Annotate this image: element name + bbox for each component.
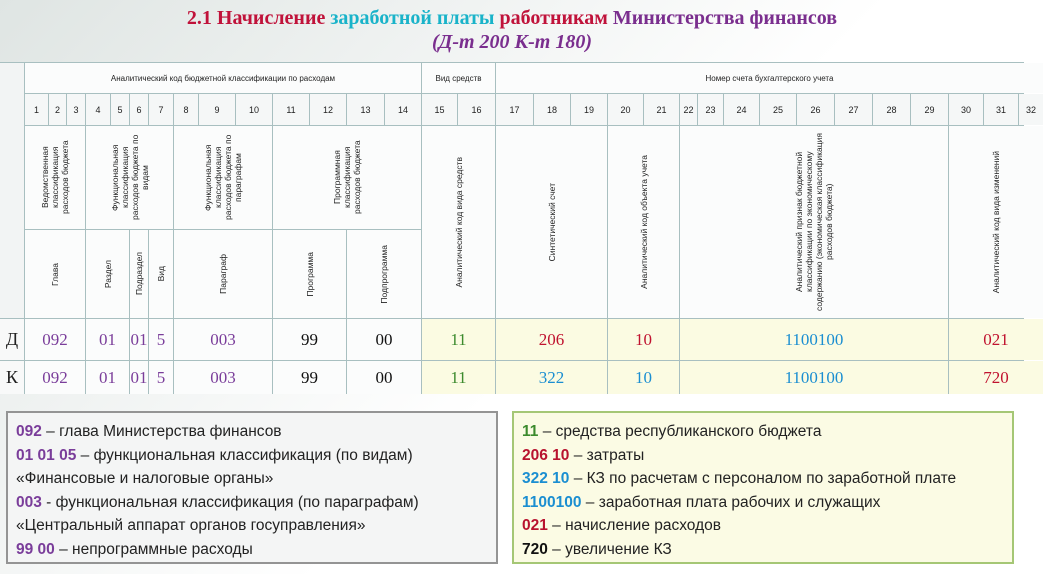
legend-item bbox=[522, 420, 1004, 444]
column-number: 13 bbox=[347, 94, 384, 125]
column-number: 15 bbox=[422, 94, 457, 125]
title-highlight: заработной платы bbox=[330, 7, 495, 29]
column-number: 18 bbox=[534, 94, 570, 125]
credit-fund: 11 bbox=[422, 361, 495, 394]
column-number: 14 bbox=[385, 94, 421, 125]
legend-text: – затраты bbox=[569, 446, 645, 464]
category-fund-analytic: Аналитический код вида средств bbox=[422, 126, 495, 318]
title-suffix: Министерства финансов bbox=[612, 7, 838, 29]
debit-subsection: 01 bbox=[130, 319, 148, 360]
category-accounting-object: Аналитический код объекта учета bbox=[608, 126, 679, 318]
legend-item bbox=[16, 467, 488, 491]
legend-text: – глава Министерства финансов bbox=[41, 423, 282, 440]
row-label-debit: Д bbox=[0, 319, 24, 360]
legend-code: 322 10 bbox=[522, 470, 570, 487]
column-number: 27 bbox=[835, 94, 872, 125]
legend-item bbox=[16, 538, 488, 562]
debit-synthetic: 206 bbox=[496, 319, 607, 360]
legend-code: 99 00 bbox=[16, 540, 55, 558]
column-number: 6 bbox=[130, 94, 148, 125]
legend-text: – начисление расходов bbox=[547, 517, 721, 534]
legend-code: 11 bbox=[522, 423, 539, 440]
column-number: 31 bbox=[984, 94, 1018, 125]
column-number: 24 bbox=[724, 94, 759, 125]
legend-code: 092 bbox=[16, 423, 42, 440]
column-number: 2 bbox=[49, 94, 66, 125]
legend-item bbox=[522, 467, 1004, 491]
category-synthetic-account: Синтетический счет bbox=[496, 126, 607, 318]
legend-text: – функциональная классификация (по видам) bbox=[76, 446, 413, 464]
credit-chapter: 092 bbox=[25, 361, 85, 394]
header-fund-type: Вид средств bbox=[422, 63, 495, 93]
subheader-program: Программа bbox=[273, 230, 346, 318]
credit-paragraph: 003 bbox=[174, 361, 272, 394]
column-number: 16 bbox=[458, 94, 495, 125]
column-number: 4 bbox=[86, 94, 110, 125]
debit-subprogram: 00 bbox=[347, 319, 421, 360]
legend-text: «Финансовые и налоговые органы» bbox=[16, 470, 274, 487]
legend-code: 1100100 bbox=[522, 493, 582, 511]
category-functional-by-type: Функциональная классификация расходов бюджета по видам bbox=[86, 126, 173, 229]
legend-text: – увеличение КЗ bbox=[547, 540, 672, 558]
credit-economic: 1100100 bbox=[680, 361, 948, 394]
column-number: 21 bbox=[644, 94, 679, 125]
classification-table bbox=[0, 62, 1036, 394]
legend-left bbox=[6, 411, 498, 564]
subheader-subsection: Подраздел bbox=[130, 230, 148, 318]
legend-text: – заработная плата рабочих и служащих bbox=[581, 493, 881, 511]
legend-code: 01 01 05 bbox=[16, 446, 77, 464]
debit-type: 5 bbox=[149, 319, 173, 360]
legend-code: 003 bbox=[16, 493, 42, 511]
column-number: 11 bbox=[273, 94, 309, 125]
page-title bbox=[0, 6, 1024, 30]
column-number: 7 bbox=[149, 94, 173, 125]
legend-text: «Центральный аппарат органов госуправления» bbox=[16, 517, 366, 534]
debit-change: 021 bbox=[949, 319, 1043, 360]
debit-program: 99 bbox=[273, 319, 346, 360]
credit-object: 10 bbox=[608, 361, 679, 394]
subheader-chapter: Глава bbox=[25, 230, 85, 318]
page-subtitle: (Д-т 200 К-т 180) bbox=[432, 31, 592, 53]
legend-code: 021 bbox=[522, 517, 548, 534]
debit-chapter: 092 bbox=[25, 319, 85, 360]
category-program: Программная классификация расходов бюджета bbox=[273, 126, 421, 229]
debit-economic: 1100100 bbox=[680, 319, 948, 360]
column-number: 1 bbox=[25, 94, 48, 125]
credit-program: 99 bbox=[273, 361, 346, 394]
column-number: 12 bbox=[310, 94, 346, 125]
legend-code: 206 10 bbox=[522, 446, 570, 464]
column-number: 29 bbox=[911, 94, 948, 125]
legend-item bbox=[16, 514, 488, 538]
column-number: 3 bbox=[67, 94, 85, 125]
column-number: 9 bbox=[199, 94, 235, 125]
column-number: 22 bbox=[680, 94, 697, 125]
category-functional-by-paragraph: Функциональная классификация расходов бюджета по параграфам bbox=[174, 126, 272, 229]
credit-subprogram: 00 bbox=[347, 361, 421, 394]
debit-section: 01 bbox=[86, 319, 129, 360]
credit-synthetic: 322 bbox=[496, 361, 607, 394]
legend-item bbox=[16, 491, 488, 515]
legend-text: - функциональная классификация (по параграфам) bbox=[41, 493, 419, 511]
category-economic-attribute: Аналитический признак бюджетной классификации по экономическому содержанию (экономическая классификация расходов бюджета) bbox=[680, 126, 948, 318]
subheader-subprogram: Подпрограмма bbox=[347, 230, 421, 318]
column-number: 8 bbox=[174, 94, 198, 125]
column-number: 20 bbox=[608, 94, 643, 125]
column-number: 10 bbox=[236, 94, 272, 125]
header-account-number: Номер счета бухгалтерского учета bbox=[496, 63, 1043, 93]
legend-item bbox=[16, 444, 488, 468]
legend-text: – КЗ по расчетам с персоналом по заработной плате bbox=[569, 470, 957, 487]
category-departmental: Ведомственная классификация расходов бюджета bbox=[25, 126, 85, 229]
column-number: 23 bbox=[698, 94, 723, 125]
column-number: 32 bbox=[1019, 94, 1043, 125]
credit-subsection: 01 bbox=[130, 361, 148, 394]
column-number: 26 bbox=[797, 94, 834, 125]
column-number: 5 bbox=[111, 94, 129, 125]
category-change-type: Аналитический код вида изменений bbox=[949, 126, 1043, 318]
legend-text: – непрограммные расходы bbox=[54, 540, 253, 558]
column-number: 25 bbox=[760, 94, 796, 125]
legend-text: – средства республиканского бюджета bbox=[538, 423, 822, 440]
column-number: 17 bbox=[496, 94, 533, 125]
legend-item bbox=[522, 491, 1004, 515]
legend-right bbox=[512, 411, 1014, 564]
row-label-credit: К bbox=[0, 361, 24, 394]
debit-paragraph: 003 bbox=[174, 319, 272, 360]
header-analytic-code: Аналитический код бюджетной классификации по расходам bbox=[25, 63, 421, 93]
column-number: 28 bbox=[873, 94, 910, 125]
legend-item bbox=[522, 514, 1004, 538]
subheader-type: Вид bbox=[149, 230, 173, 318]
subheader-section: Раздел bbox=[86, 230, 129, 318]
subheader-paragraph: Параграф bbox=[174, 230, 272, 318]
corner-cell bbox=[0, 63, 24, 318]
credit-section: 01 bbox=[86, 361, 129, 394]
debit-object: 10 bbox=[608, 319, 679, 360]
credit-change: 720 bbox=[949, 361, 1043, 394]
debit-fund: 11 bbox=[422, 319, 495, 360]
credit-type: 5 bbox=[149, 361, 173, 394]
legend-item bbox=[522, 538, 1004, 562]
column-number: 30 bbox=[949, 94, 983, 125]
legend-item bbox=[16, 420, 488, 444]
column-number: 19 bbox=[571, 94, 607, 125]
legend-item bbox=[522, 444, 1004, 468]
title-middle: работникам bbox=[499, 7, 608, 29]
title-prefix: 2.1 Начисление bbox=[186, 7, 326, 29]
legend-code: 720 bbox=[522, 540, 548, 558]
